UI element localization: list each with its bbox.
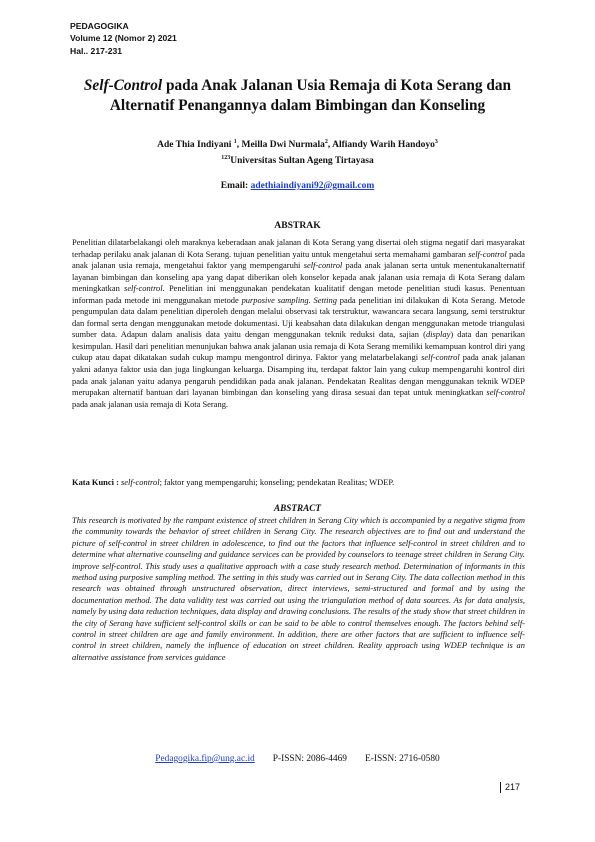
abstrak-italic: display — [425, 329, 451, 340]
journal-pages: Hal.. 217-231 — [70, 45, 123, 56]
affiliation-name: Universitas Sultan Ageng Tirtayasa — [230, 156, 374, 166]
page-number-text: 217 — [505, 782, 521, 792]
author-1: Ade Thia Indiyani — [157, 140, 232, 150]
abstrak-italic: self-control. — [124, 283, 165, 294]
abstract-heading: ABSTRACT — [274, 503, 321, 513]
author-2-sup: 2 — [324, 138, 328, 145]
abstrak-heading: ABSTRAK — [274, 220, 321, 231]
keywords-label: Kata Kunci : — [72, 477, 119, 487]
abstrak-text: pada anak jalanan yakni adanya faktor usia dan juga lingkungan keluarga. Disamping itu, terdapat faktor lain yang cukup mempengaruhi kontrol diri pada anak jalanan yaitu adanya pengaruh pendidikan pada anak jalanan. Pendekatan Realitas dengan menggunakan teknik WDEP merupakan alternatif bantuan dari layanan bimbingan dan konseling yang dirasa sesuai dan tepat untuk meningkatkan — [72, 352, 525, 398]
abstrak-italic: self-control — [421, 352, 460, 363]
page-number-divider — [500, 782, 501, 793]
abstrak-text: pada anak jalanan serta untuk menentukanalternatif layanan bimbingan dan konseling apa yang dapat diberikan oleh konselor kepada anak jalanan usia remaja di Kota Serang dalam meningkatkan — [72, 260, 525, 294]
journal-volume: Volume 12 (Nomor 2) 2021 — [70, 33, 177, 44]
title-line1-rest: pada Anak Jalanan Usia Remaja di Kota Serang dan — [162, 77, 512, 94]
abstrak-text: ) data dan penarikan kesimpulan. Hasil dari penelitian menunjukan bahwa anak jalanan usia remaja di Kota Serang memiliki kemampuan kontrol diri yang cukup atau dapat dikatakan sudah cukup mampu mengontrol dirinya. Faktor yang melatarbelakangi — [72, 329, 526, 363]
abstrak-text: pada anak jalanan usia remaja di Kota Serang. — [72, 398, 229, 409]
keywords-italic: self-control — [118, 477, 160, 487]
abstrak-italic: self-control — [468, 248, 507, 259]
footer-eissn: E-ISSN: 2716-0580 — [364, 754, 440, 764]
title-italic: Self-Control — [83, 77, 163, 94]
title-line2: Alternatif Penangannya dalam Bimbingan dan Konseling — [109, 97, 486, 114]
abstrak-italic: self-control — [303, 260, 343, 271]
abstrak-text: Penelitian ini menggunakan pendekatan kualitatif dengan metode penelitian studi kasus. Penentuan informan pada metode ini menggunakan metode — [72, 283, 525, 305]
abstrak-italic: self-control — [486, 387, 525, 398]
page-number — [500, 782, 520, 793]
affiliation-sup: 123 — [221, 154, 231, 161]
email-label: Email: — [220, 181, 251, 191]
page-footer — [40, 754, 555, 764]
abstrak-italic: purposive sampling. Setting — [241, 294, 337, 305]
abstrak-text: pada penelitian ini dilakukan di Kota Serang. Metode pengumpulan data dalam penelitian diperoleh dengan melalui observasi tak terstruktur, wawancara secara langsung, semi terstruktur dan formal serta dengan menggunakan metode dokumentasi. Uji keabsahan data dilakukan dengan menggunakan metode triangulasi sumber data. Adapun dalam analisis data yaitu dengan menggunakan teknik reduksi data, sajian ( — [72, 294, 526, 340]
author-2: , Meilla Dwi Nurmala — [236, 140, 325, 150]
author-3-sup: 3 — [434, 138, 438, 145]
footer-pissn: P-ISSN: 2086-4469 — [272, 754, 347, 764]
keywords — [72, 477, 525, 489]
abstrak-body — [72, 237, 525, 410]
journal-header — [70, 20, 177, 57]
email-link[interactable]: adethiaindiyani92@gmail.com — [250, 181, 375, 191]
author-list — [40, 138, 555, 152]
affiliation — [40, 154, 555, 168]
footer-email-link[interactable]: Pedagogika.fip@ung.ac.id — [155, 754, 255, 764]
author-3: , Alfiandy Warih Handoyo — [327, 140, 435, 150]
author-1-sup: 1 — [233, 138, 237, 145]
keywords-text: ; faktor yang mempengaruhi; konseling; pendekatan Realitas; WDEP. — [159, 477, 395, 487]
email-line — [40, 179, 555, 193]
abstrak-text: pada anak jalanan usia remaja, mengetahui faktor yang mempengaruhi — [72, 248, 525, 271]
paper-title — [40, 76, 555, 116]
abstrak-text: Penelitian dilatarbelakangi oleh maraknya keberadaan anak jalanan di Kota Serang yang disertai oleh stigma negatif dari masyarakat terhadap perilaku anak jalanan di Kota Serang. tujuan penelitian yaitu untuk mengetahui serta memahami gambaran — [72, 237, 525, 259]
journal-name: PEDAGOGIKA — [70, 21, 129, 31]
abstract-body: This research is motivated by the rampant existence of street children in Serang City which is accompanied by a negative stigma from the community towards the behavior of street children in Serang City. The research objectives are to find out and understand the picture of self-control in street children in adolescence, to find out the factors that influence self-control in street children and to determine what alternative counseling and guidance services can be provided by counselors to teenage street children in Serang City. improve self-control. This study uses a qualitative approach with a case study research method. Determination of informants in this method using purposive sampling method. The setting in this study was carried out in Serang City. The data collection method in this research was obtained through unstructured observation, direct interviews, semi-structured and formal and by using the documentation method. The data validity test was carried out using the triangulation method of data sources. As for data analysis, namely by using data reduction techniques, data display and drawing conclusions. The results of the study show that street children in the city of Serang have sufficient self-control skills or can be said to be able to control themselves enough. The factors behind self-control in street children are age and family environment. In addition, there are other factors that are sufficient to influence self-control in street children, namely the influence of education on street children. Reality approach using WDEP technique is an alternative assistance from services guidance — [72, 515, 525, 662]
